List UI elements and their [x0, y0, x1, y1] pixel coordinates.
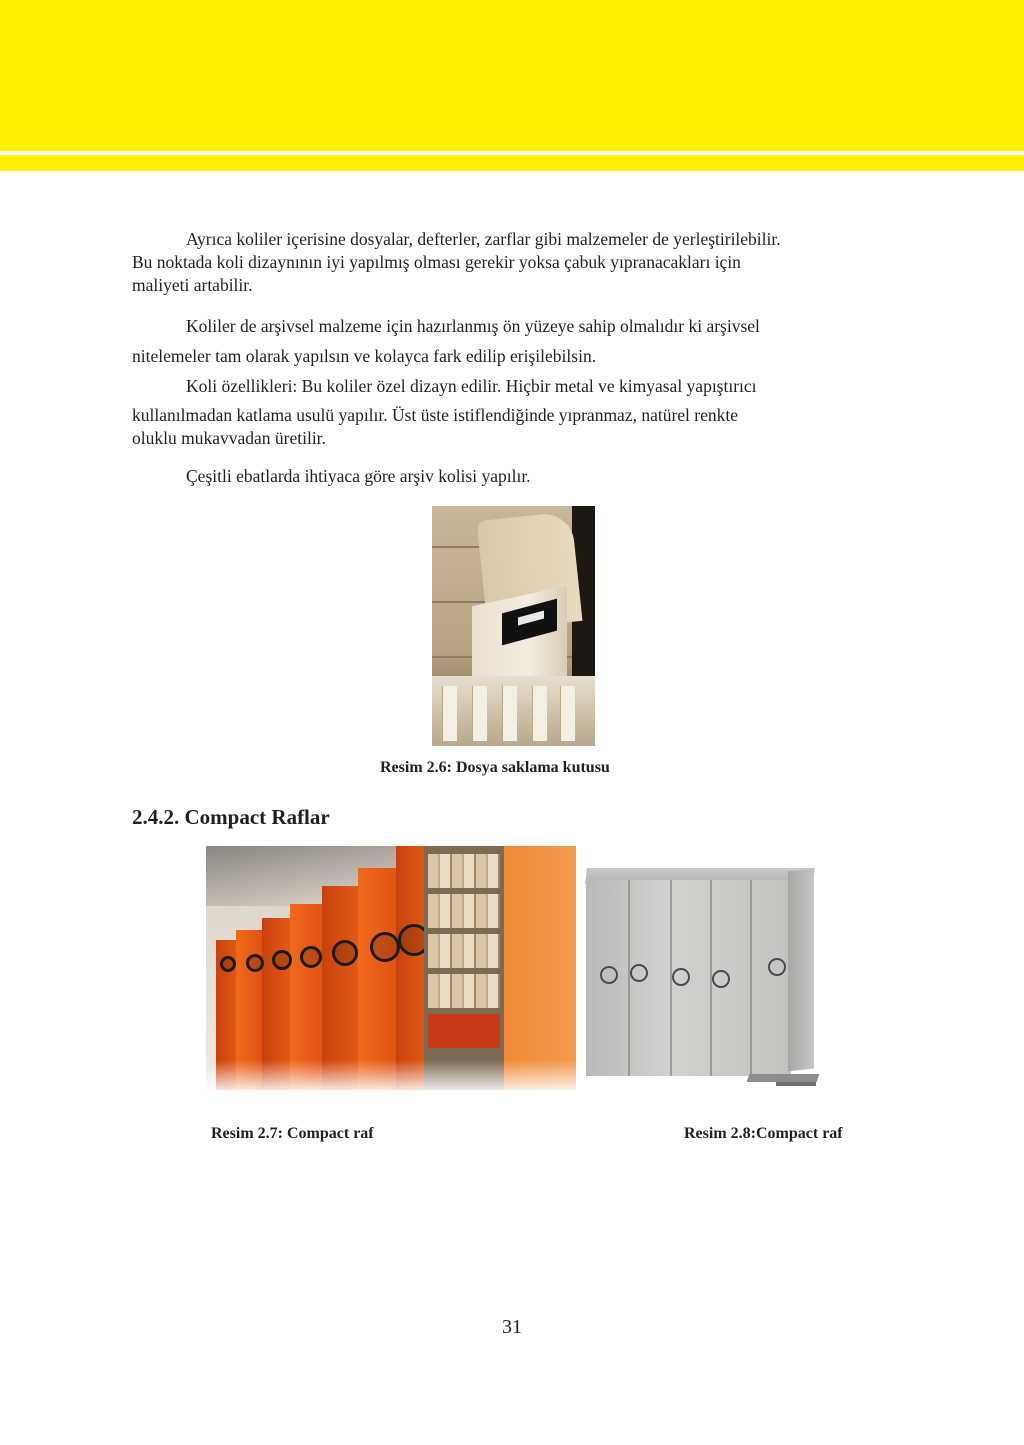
paragraph-line: kullanılmadan katlama usulü yapılır. Üst üste istiflendiğinde yıpranmaz, natürel renkte	[132, 405, 739, 425]
orange-compact-shelf-photo	[206, 846, 576, 1090]
paragraph-line: Koli özellikleri: Bu koliler özel dizayn edilir. Hiçbir metal ve kimyasal yapıştırıcı	[186, 376, 757, 396]
paragraph-line: Çeşitli ebatlarda ihtiyaca göre arşiv kolisi yapılır.	[186, 466, 531, 486]
paragraph-line: Koliler de arşivsel malzeme için hazırlanmış ön yüzeye sahip olmalıdır ki arşivsel	[186, 316, 760, 336]
figure-caption-box: Resim 2.6: Dosya saklama kutusu	[380, 759, 610, 776]
archive-box-photo	[432, 506, 595, 746]
paragraph-3	[132, 375, 892, 450]
paragraph-line: Bu noktada koli dizaynının iyi yapılmış olması gerekir yoksa çabuk yıpranacakları için	[132, 252, 741, 272]
page-number: 31	[502, 1316, 522, 1338]
paragraph-2	[132, 311, 892, 371]
figure-caption-compact-2: Resim 2.8:Compact raf	[684, 1125, 843, 1142]
paragraph-line: nitelemeler tam olarak yapılsın ve kolayca fark edilip erişilebilsin.	[132, 346, 597, 366]
figure-caption-compact-1: Resim 2.7: Compact raf	[211, 1125, 374, 1142]
paragraph-line: maliyeti artabilir.	[132, 275, 253, 295]
section-heading: 2.4.2. Compact Raflar	[132, 805, 330, 829]
paragraph-4	[132, 465, 892, 488]
paragraph-line: oluklu mukavvadan üretilir.	[132, 428, 326, 448]
grey-compact-shelf-photo	[580, 846, 820, 1090]
paragraph-line: Ayrıca koliler içerisine dosyalar, defterler, zarflar gibi malzemeler de yerleştirilebilir.	[186, 229, 781, 249]
paragraph-1	[132, 228, 892, 297]
header-yellow-stripe	[0, 155, 1024, 171]
header-yellow-band	[0, 0, 1024, 151]
